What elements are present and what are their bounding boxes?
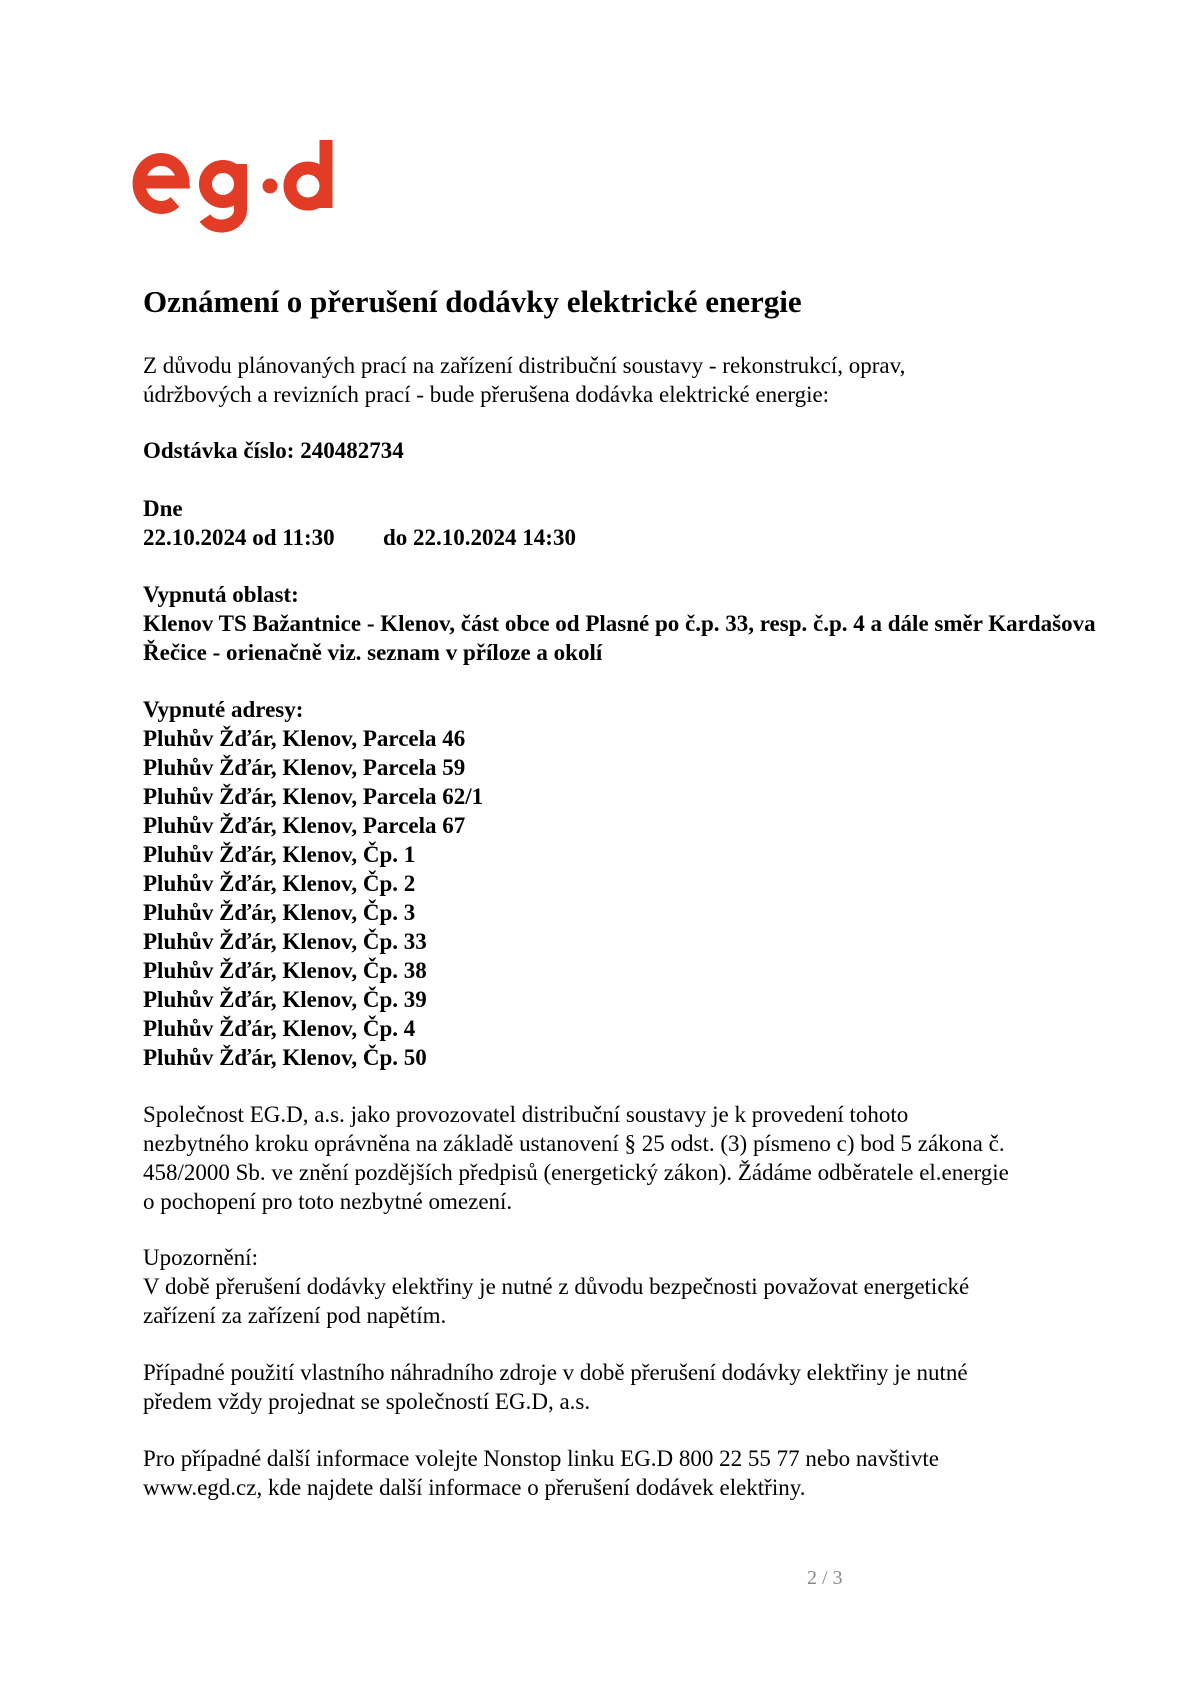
egd-logo	[129, 140, 344, 250]
warning-line: V době přerušení dodávky elektřiny je nutné z důvodu bezpečnosti považovat energetické	[143, 1274, 970, 1299]
contact-paragraph	[143, 1444, 939, 1502]
outage-number-row	[143, 436, 404, 465]
warning-label: Upozornění:	[143, 1245, 258, 1270]
warning-paragraph	[143, 1243, 969, 1330]
address-item: Pluhův Žďár, Klenov, Parcela 62/1	[143, 784, 484, 809]
backup-line: Případné použití vlastního náhradního zdroje v době přerušení dodávky elektřiny je nutné	[143, 1360, 968, 1385]
address-item: Pluhův Žďár, Klenov, Parcela 59	[143, 755, 466, 780]
date-from: 22.10.2024 od 11:30	[143, 525, 335, 550]
warning-line: zařízení za zařízení pod napětím.	[143, 1303, 447, 1328]
address-item: Pluhův Žďár, Klenov, Čp. 3	[143, 900, 416, 925]
address-item: Pluhův Žďár, Klenov, Parcela 67	[143, 813, 466, 838]
backup-line: předem vždy projednat se společností EG.D, a.s.	[143, 1389, 591, 1414]
page-number: 2 / 3	[807, 1567, 843, 1589]
address-item: Pluhův Žďár, Klenov, Čp. 33	[143, 929, 427, 954]
legal-paragraph	[143, 1100, 1009, 1216]
legal-line: 458/2000 Sb. ve znění pozdějších předpisů (energetický zákon). Žádáme odběratele el.energie	[143, 1160, 1009, 1185]
egd-logo-mark	[129, 140, 344, 250]
address-item: Pluhův Žďár, Klenov, Čp. 4	[143, 1016, 416, 1041]
contact-line: www.egd.cz, kde najdete další informace o přerušení dodávek elektřiny.	[143, 1475, 806, 1500]
addresses-label: Vypnuté adresy:	[143, 697, 304, 722]
legal-line: o pochopení pro toto nezbytné omezení.	[143, 1189, 513, 1214]
address-item: Pluhův Žďár, Klenov, Čp. 1	[143, 842, 416, 867]
address-item: Pluhův Žďár, Klenov, Čp. 50	[143, 1045, 427, 1070]
outage-number: 240482734	[300, 438, 404, 463]
backup-source-paragraph	[143, 1358, 968, 1416]
intro-line: údržbových a revizních prací - bude přerušena dodávka elektrické energie:	[143, 382, 830, 407]
date-to: do 22.10.2024 14:30	[383, 525, 576, 550]
legal-line: nezbytného kroku oprávněna na základě ustanovení § 25 odst. (3) písmeno c) bod 5 zákona č.	[143, 1131, 1005, 1156]
area-line: Řečice - orienačně viz. seznam v příloze a okolí	[143, 640, 603, 665]
area-line: Klenov TS Bažantnice - Klenov, část obce od Plasné po č.p. 33, resp. č.p. 4 a dále směr Kardašova	[143, 611, 1096, 636]
address-item: Pluhův Žďár, Klenov, Parcela 46	[143, 726, 466, 751]
date-label: Dne	[143, 496, 183, 521]
page-title: Oznámení o přerušení dodávky elektrické energie	[143, 284, 802, 319]
outage-date-block	[143, 494, 576, 552]
date-range	[143, 523, 576, 552]
addresses-block	[143, 695, 483, 1072]
legal-line: Společnost EG.D, a.s. jako provozovatel distribuční soustavy je k provedení tohoto	[143, 1102, 909, 1127]
outage-label: Odstávka číslo:	[143, 438, 295, 463]
area-block	[143, 580, 1096, 667]
contact-line: Pro případné další informace volejte Nonstop linku EG.D 800 22 55 77 nebo navštivte	[143, 1446, 939, 1471]
address-item: Pluhův Žďár, Klenov, Čp. 2	[143, 871, 416, 896]
address-item: Pluhův Žďár, Klenov, Čp. 38	[143, 958, 427, 983]
intro-paragraph	[143, 351, 905, 409]
intro-line: Z důvodu plánovaných prací na zařízení distribuční soustavy - rekonstrukcí, oprav,	[143, 353, 906, 378]
area-label: Vypnutá oblast:	[143, 582, 299, 607]
address-item: Pluhův Žďár, Klenov, Čp. 39	[143, 987, 427, 1012]
